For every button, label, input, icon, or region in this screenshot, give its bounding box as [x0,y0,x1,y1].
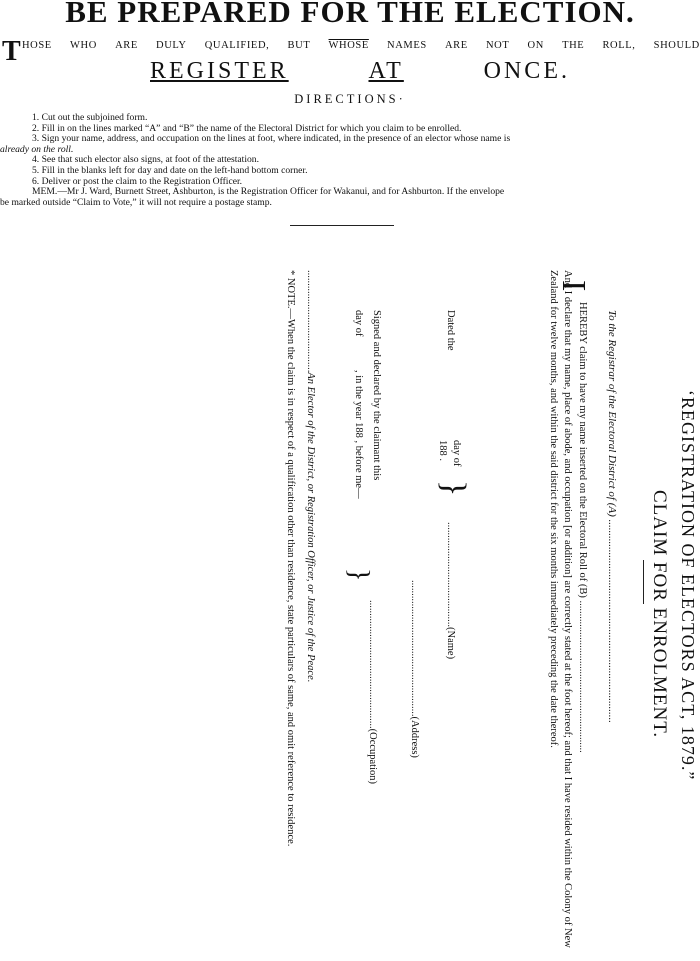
intro-word: ARE [115,40,138,51]
year-before-me: , in the year 188 , before me— [353,370,364,499]
intro-line [22,40,700,51]
attesting-elector-line [305,270,316,682]
elector-dots: ....................................... [305,270,316,373]
intro-word: WHOSE [328,40,369,51]
footnote: * NOTE.—When the claim is in respect of a qualification other than residence, state particulars of same, and omit reference to residence. [285,270,296,847]
form-title-rule [643,560,644,604]
claim-statement: HEREBY claim to have my name inserted on the Electoral Roll of (B) .......................................................... [577,302,588,753]
direction-step: 3. Sign your name, address, and occupation on the lines at foot, where indicated, in the presence of an elector whose name is [32,134,511,145]
occupation-line: .................................................(Occupation) [367,600,378,785]
brace-icon: } [343,568,374,582]
intro-word: ARE [444,40,468,51]
brace-icon: } [435,480,472,497]
directions-heading: DIRECTIONS· [294,92,406,106]
direction-step-continuation: already on the roll. [0,144,74,155]
direction-step: 6. Deliver or post the claim to the Registration Officer. [32,176,243,187]
registrar-address-line: To the Registrar of the Electoral District of (A) .......................................................................... [606,310,618,723]
intro-word: DULY [156,40,187,51]
register-word: AT [368,58,404,84]
intro-word: NOT [485,40,510,51]
register-at-once [150,58,570,85]
declaration-text: And I declare that my name, place of abode, and occupation [or addition] are correctly stated at the foot hereof; and that I have resided within the Colony of New Zealand for twelve months, and within the said district for the six months immediately preceding the date thereof. [548,270,573,948]
day-of-label: day of [451,440,462,467]
form-act-title: ‘REGISTRATION OF ELECTORS ACT, 1879.” [678,390,698,781]
direction-step: 2. Fill in on the lines marked “A” and “B” the name of the Electoral District for which you claim to be enrolled. [32,123,462,134]
directions-list [0,113,700,208]
claim-form [160,270,700,960]
day-of-label-2: day of [353,310,364,337]
headline: BE PREPARED FOR THE ELECTION. [65,0,635,29]
signed-declared-label: Signed and declared by the claimant this [371,310,382,481]
intro-word: SHOULD [653,40,700,51]
intro-word: NAMES [387,40,427,51]
memorandum: MEM.—Mr J. Ward, Burnett Street, Ashburton, is the Registration Officer for Wakanui, and for Ashburton. If the envelope [32,187,505,198]
divider-rule [290,225,394,226]
intro-word: HOSE [22,40,52,51]
direction-step: 1. Cut out the subjoined form. [32,113,148,123]
intro-word: ON [527,40,544,51]
address-line: ....................................................(Address) [409,580,420,758]
elector-capacity: An Elector of the District, or Registration Officer, or Justice of the Peace. [305,372,316,683]
intro-word: THE [562,40,585,51]
memorandum-continuation: be marked outside “Claim to Vote,” it will not require a postage stamp. [0,197,272,208]
claim-dropcap: I [555,280,592,292]
intro-word: BUT [287,40,311,51]
year-label: 188 . [437,440,448,461]
direction-step: 5. Fill in the blanks left for day and date on the left-hand bottom corner. [32,165,308,176]
register-word: ONCE. [483,58,570,84]
intro-dropcap: T [2,36,21,67]
direction-step: 4. See that such elector also signs, at foot of the attestation. [32,155,259,166]
dated-label: Dated the [445,310,456,351]
intro-word: WHO [70,40,97,51]
name-line: ........................................(Name) [445,522,456,660]
intro-word: ROLL, [602,40,636,51]
intro-word: QUALIFIED, [204,40,270,51]
form-title: CLAIM FOR ENROLMENT. [649,490,670,739]
register-word: REGISTER [150,58,289,84]
